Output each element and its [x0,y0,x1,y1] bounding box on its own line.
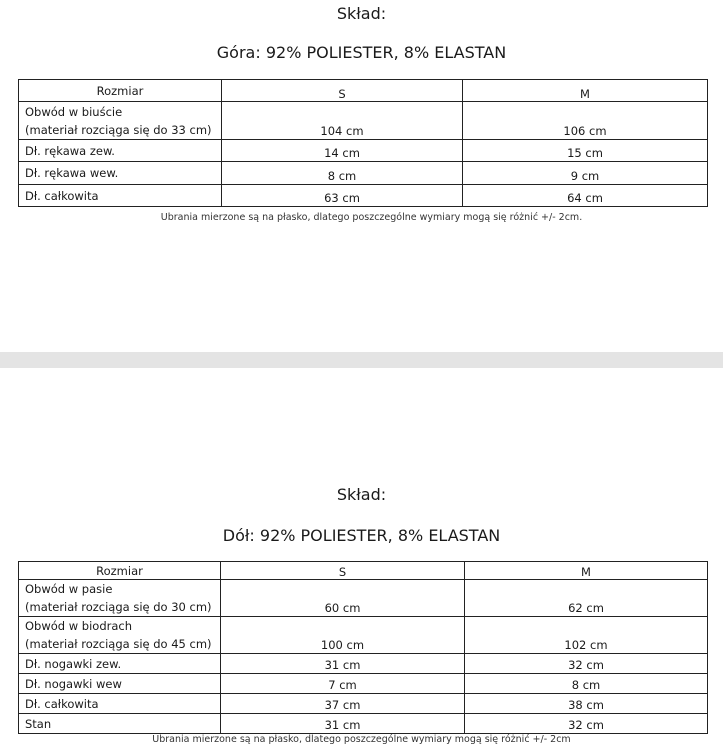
row-value-m: 106 cm [463,102,708,140]
row-value-s: 8 cm [222,162,463,185]
row-label-note: (materiał rozciąga się do 33 cm) [25,122,212,137]
row-value-s: 7 cm [221,674,465,694]
row-value-m: 38 cm [465,694,708,714]
row-value-m: 15 cm [463,140,708,162]
header-size-s: S [222,80,463,102]
header-size-s: S [221,562,465,580]
row-label-main: Obwód w pasie [25,582,113,596]
header-size-label: Rozmiar [19,80,222,102]
section-divider [0,352,723,368]
row-label: Dł. rękawa zew. [19,140,222,162]
header-size-m: M [463,80,708,102]
row-value-s: 37 cm [221,694,465,714]
measurement-note: Ubrania mierzone są na płasko, dlatego poszczególne wymiary mogą się różnić +/- 2cm [152,734,571,745]
row-label: Dł. nogawki wew [19,674,221,694]
table-row [19,654,708,674]
measurement-note: Ubrania mierzone są na płasko, dlatego poszczególne wymiary mogą się różnić +/- 2cm. [160,212,583,223]
row-value-m: 8 cm [465,674,708,694]
size-table [18,561,708,734]
size-table [18,79,708,207]
row-label-main: Obwód w biuście [25,104,123,119]
row-value-m: 62 cm [465,580,708,617]
row-label-note: (materiał rozciąga się do 45 cm) [25,637,212,651]
row-label-note: (materiał rozciąga się do 30 cm) [25,600,212,614]
row-label: Dł. rękawa wew. [19,162,222,185]
row-value-m: 102 cm [465,617,708,654]
table-row [19,102,708,140]
table-header-row [19,80,708,102]
row-value-s: 31 cm [221,654,465,674]
table-row [19,617,708,654]
row-value-s: 100 cm [221,617,465,654]
row-label [19,102,222,140]
row-value-m: 32 cm [465,714,708,734]
table-row [19,714,708,734]
header-size-m: M [465,562,708,580]
row-value-s: 60 cm [221,580,465,617]
table-row [19,674,708,694]
composition-title: Skład: [336,4,387,23]
composition-text: Dół: 92% POLIESTER, 8% ELASTAN [222,526,501,545]
table-row [19,580,708,617]
table-row [19,185,708,207]
row-value-m: 9 cm [463,162,708,185]
row-value-m: 64 cm [463,185,708,207]
table-header-row [19,562,708,580]
composition-title: Skład: [336,485,387,504]
table-row [19,694,708,714]
row-label [19,617,221,654]
table-row [19,162,708,185]
row-value-s: 31 cm [221,714,465,734]
bottom-size-chart [0,368,723,751]
table-row [19,140,708,162]
header-size-label: Rozmiar [19,562,221,580]
row-value-m: 32 cm [465,654,708,674]
row-label-main: Obwód w biodrach [25,619,133,633]
row-label: Stan [19,714,221,734]
row-value-s: 14 cm [222,140,463,162]
row-value-s: 63 cm [222,185,463,207]
row-label [19,580,221,617]
row-label: Dł. nogawki zew. [19,654,221,674]
top-size-chart [0,0,723,352]
row-label: Dł. całkowita [19,185,222,207]
composition-text: Góra: 92% POLIESTER, 8% ELASTAN [216,43,507,62]
row-label: Dł. całkowita [19,694,221,714]
row-value-s: 104 cm [222,102,463,140]
